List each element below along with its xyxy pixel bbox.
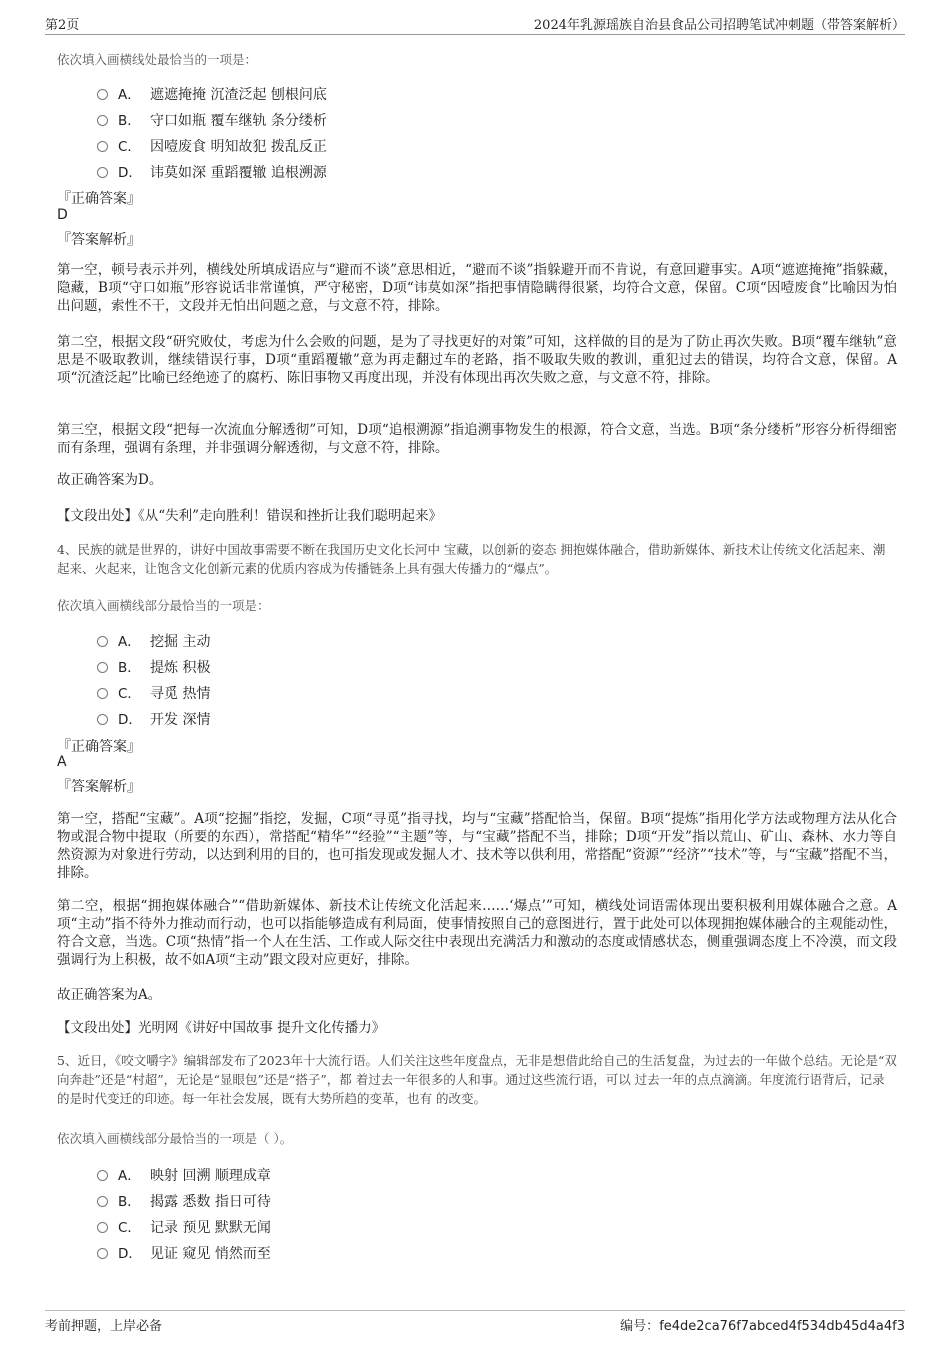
radio-icon[interactable] — [97, 115, 108, 126]
q4-option-b[interactable]: B． 提炼 积极 — [97, 656, 210, 677]
radio-icon[interactable] — [97, 1222, 108, 1233]
q4-answer: A — [57, 754, 67, 770]
q4-analysis-label: 『答案解析』 — [57, 779, 141, 795]
radio-icon[interactable] — [97, 89, 108, 100]
page-footer — [45, 1310, 905, 1335]
q3-prompt: 依次填入画横线处最恰当的一项是： — [57, 52, 258, 67]
q3-analysis-paragraph: 第三空，根据文段“把每一次流血分解透彻”可知，D项“追根溯源”指追溯事物发生的根源，符合文意，当选。B项“条分缕析”形容分析得细密而有条理，强调有条理，并非强调分解透彻，与文意不符，排除。 — [57, 422, 897, 456]
q4-option-a[interactable]: A． 挖掘 主动 — [97, 630, 210, 651]
q3-option-b[interactable]: B． 守口如瓶 覆车继轨 条分缕析 — [97, 109, 327, 130]
q3-option-d[interactable]: D． 讳莫如深 重蹈覆辙 追根溯源 — [97, 161, 327, 182]
q5-option-d[interactable]: D． 见证 窥见 悄然而至 — [97, 1242, 271, 1263]
q5-option-a[interactable]: A． 映射 回溯 顺理成章 — [97, 1164, 271, 1185]
radio-icon[interactable] — [97, 141, 108, 152]
q3-source: 【文段出处】《从“失利”走向胜利！错误和挫折让我们聪明起来》 — [57, 508, 443, 524]
radio-icon[interactable] — [97, 167, 108, 178]
radio-icon[interactable] — [97, 714, 108, 725]
page-number: 第2页 — [45, 18, 80, 33]
q4-analysis-paragraph: 第一空，搭配“宝藏”。A项“挖掘”指挖，发掘，C项“寻觅”指寻找，均与“宝藏”搭配恰当，保留。B项“提炼”指用化学方法或物理方法从化合物或混合物中提取（所要的东西），常搭配“精华”“经验”“主题”等，与“宝藏”搭配不当，排除；D项“开发”指以荒山、矿山、森林、水力等自然资源为对象进行劳动，以达到利用的目的，也可指发现或发掘人才、技术等以供利用，常搭配“资源”“经济”“技术”等，与“宝藏”搭配不当，排除。 — [57, 811, 897, 881]
q3-analysis-paragraph: 第二空，根据文段“研究败仗，考虑为什么会败的问题，是为了寻找更好的对策”可知，这样做的目的是为了防止再次失败。B项“覆车继轨”意思是不吸取教训，继续错误行事，D项“重蹈覆辙”意为再走翻过车的老路，指不吸取失败的教训，重犯过去的错误，均符合文意，保留。A项“沉渣泛起”比喻已经绝迹了的腐朽、陈旧事物又再度出现，并没有体现出再次失败之意，与文意不符，排除。 — [57, 334, 897, 386]
q3-answer: D — [57, 207, 68, 223]
q4-answer-label: 『正确答案』 — [57, 739, 141, 755]
q4-prompt: 依次填入画横线部分最恰当的一项是： — [57, 598, 270, 613]
q3-conclusion: 故正确答案为D。 — [57, 472, 163, 488]
q4-option-d[interactable]: D． 开发 深情 — [97, 708, 210, 729]
q5-prompt: 依次填入画横线部分最恰当的一项是（ ）。 — [57, 1131, 293, 1146]
q3-option-c[interactable]: C． 因噎废食 明知故犯 拨乱反正 — [97, 135, 327, 156]
q5-question: 5、近日，《咬文嚼字》编辑部发布了2023年十大流行语。人们关注这些年度盘点，无非是想借此给自己的生活复盘，为过去的一年做个总结。无论是“双向奔赴”还是“村超”，无论是“显眼包”还是“搭子”，都 着过去一年很多的人和事。通过这些流行语，可以 过去一年的点点滴滴。年度流行语背后，记录的是时代变迁的印迹。每一年社会发展，既有大势所趋的变革，也有 的改变。 — [57, 1053, 897, 1106]
radio-icon[interactable] — [97, 636, 108, 647]
q4-analysis-paragraph: 第二空，根据“拥抱媒体融合”“借助新媒体、新技术让传统文化活起来……‘爆点’”可知，横线处词语需体现出要积极利用媒体融合之意。A项“主动”指不待外力推动而行动，也可以指能够造成有利局面，使事情按照自己的意图进行，置于此处可以体现拥抱媒体融合的主观能动性，符合文意，当选。C项“热情”指一个人在生活、工作或人际交往中表现出充满活力和激动的态度或情感状态，侧重强调态度上不冷漠，而文段强调行为上积极，故不如A项“主动”跟文段对应更好，排除。 — [57, 898, 897, 968]
q5-option-c[interactable]: C． 记录 预见 默默无闻 — [97, 1216, 271, 1237]
radio-icon[interactable] — [97, 688, 108, 699]
q3-analysis-paragraph: 第一空，顿号表示并列，横线处所填成语应与“避而不谈”意思相近，“避而不谈”指躲避开而不肯说，有意回避事实。A项“遮遮掩掩”指躲藏，隐藏，B项“守口如瓶”形容说话非常谨慎，严守秘密，D项“讳莫如深”指把事情隐瞒得很紧，均符合文意，保留。C项“因噎废食”比喻因为怕出问题，索性不干，文段并无怕出问题之意，与文意不符，排除。 — [57, 262, 897, 314]
q3-option-a[interactable]: A． 遮遮掩掩 沉渣泛起 刨根问底 — [97, 83, 327, 104]
q4-source: 【文段出处】光明网《讲好中国故事 提升文化传播力》 — [57, 1020, 386, 1036]
document-code — [620, 1315, 905, 1334]
footer-slogan: 考前押题，上岸必备 — [45, 1319, 163, 1334]
page-header — [45, 12, 905, 35]
q3-analysis-label: 『答案解析』 — [57, 232, 141, 248]
q4-conclusion: 故正确答案为A。 — [57, 987, 162, 1003]
radio-icon[interactable] — [97, 662, 108, 673]
q5-option-b[interactable]: B． 揭露 悉数 指日可待 — [97, 1190, 271, 1211]
code-value: fe4de2ca76f7abced4f534db45d4a4f3 — [659, 1319, 905, 1334]
code-label: 编号： — [620, 1319, 660, 1334]
q4-question: 4、民族的就是世界的，讲好中国故事需要不断在我国历史文化长河中 宝藏，以创新的姿态 拥抱媒体融合，借助新媒体、新技术让传统文化活起来、潮起来、火起来，让饱含文化创新元素的优质内容成为传播链条上具有强大传播力的“爆点”。 — [57, 542, 886, 576]
q3-answer-label: 『正确答案』 — [57, 191, 141, 207]
document-title: 2024年乳源瑶族自治县食品公司招聘笔试冲刺题（带答案解析） — [533, 18, 905, 33]
radio-icon[interactable] — [97, 1196, 108, 1207]
radio-icon[interactable] — [97, 1248, 108, 1259]
radio-icon[interactable] — [97, 1170, 108, 1181]
q4-option-c[interactable]: C． 寻觅 热情 — [97, 682, 210, 703]
